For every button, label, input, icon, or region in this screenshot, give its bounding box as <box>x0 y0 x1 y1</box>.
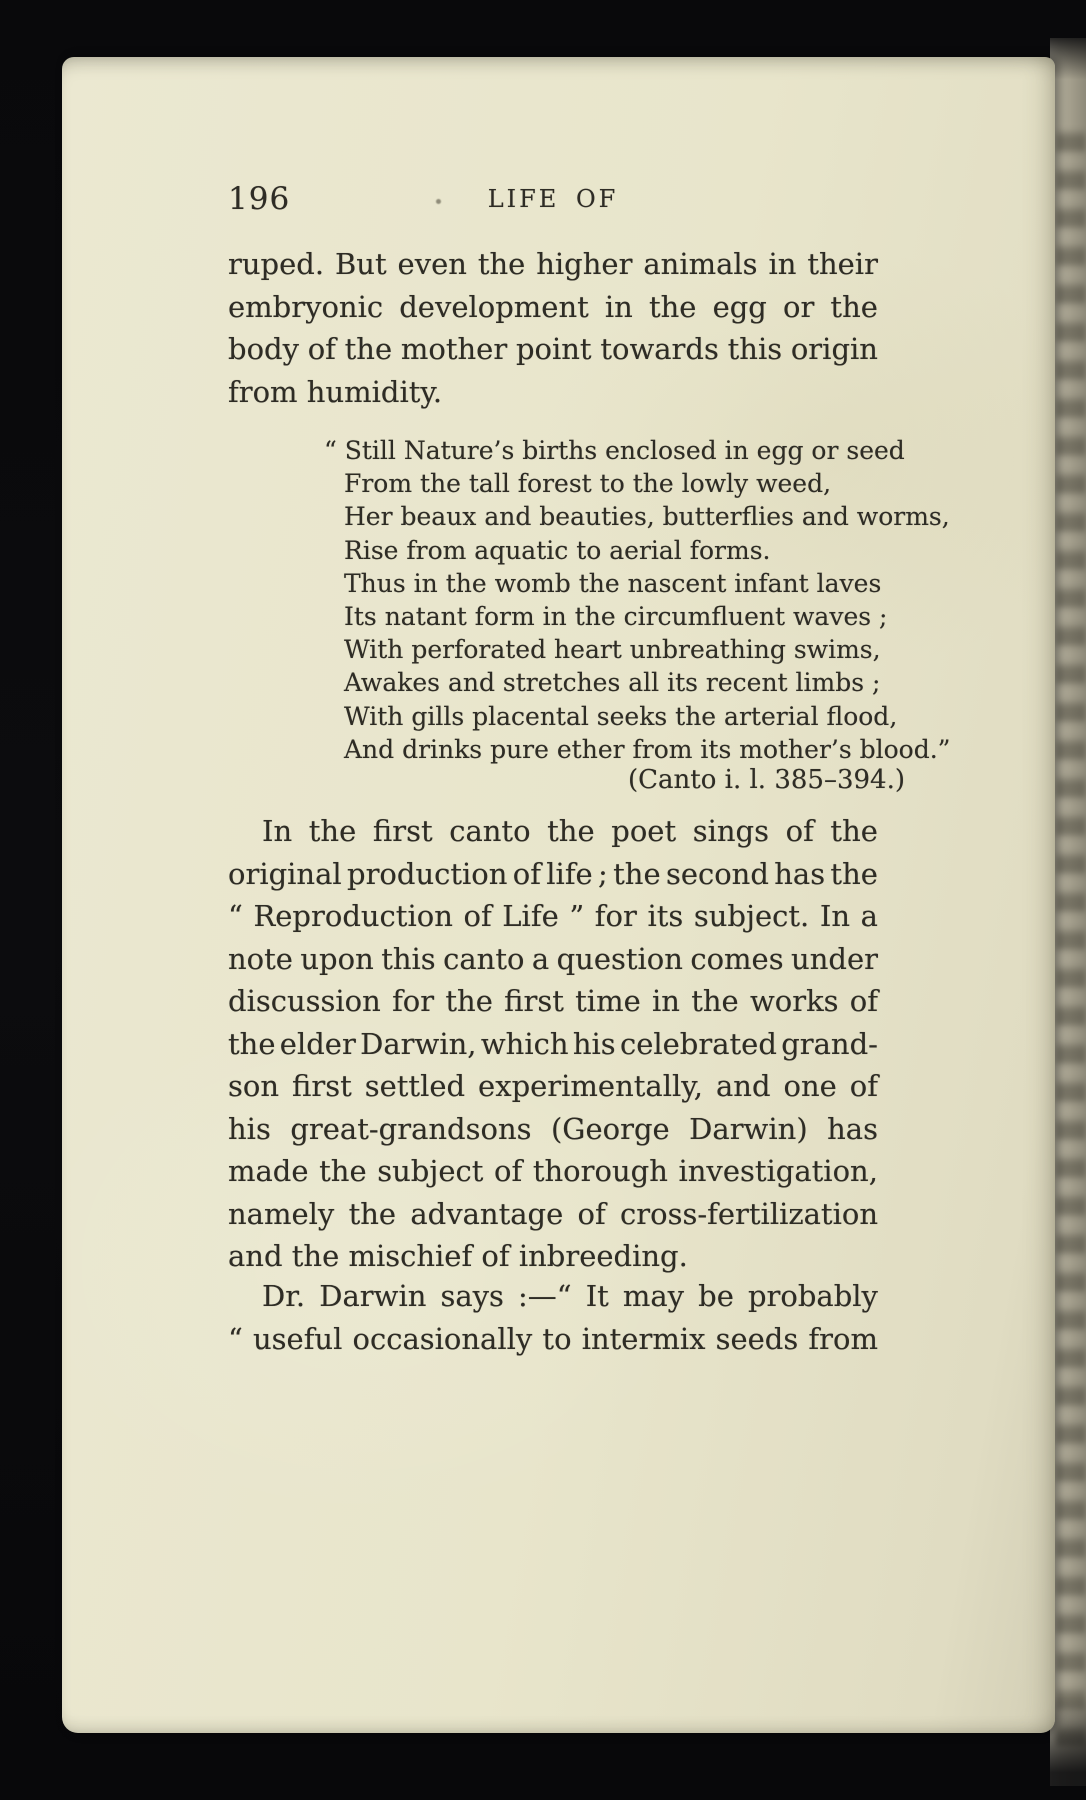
text-line: original production of life ; the second has the <box>228 856 878 891</box>
text-line: Its natant form in the circumfluent waves ; <box>344 601 888 631</box>
poem-citation: (Canto i. l. 385–394.) <box>628 765 905 795</box>
text-line: ruped. But even the higher animals in their <box>228 247 878 281</box>
poem-quote <box>324 434 951 766</box>
adjacent-page-text-ghost <box>1056 128 1086 1746</box>
running-header-title: LIFE OF <box>487 185 619 213</box>
text-line: discussion for the first time in the works of <box>228 984 878 1018</box>
book-page <box>62 57 1055 1733</box>
text-line: “ useful occasionally to intermix seeds from <box>228 1321 878 1356</box>
book-fore-edge <box>1050 38 1086 1786</box>
text-line: the elder Darwin, which his celebrated grand- <box>228 1026 878 1061</box>
paragraph-3 <box>228 1275 878 1360</box>
text-line: And drinks pure ether from its mother’s blood.” <box>344 734 951 764</box>
text-line: Dr. Darwin says :—“ It may be probably <box>262 1279 878 1313</box>
text-column <box>228 57 951 1733</box>
text-line: With gills placental seeks the arterial flood, <box>344 701 898 731</box>
paragraph-1 <box>228 243 878 413</box>
fore-edge-bottom-shadow <box>1050 1696 1086 1786</box>
text-line: Thus in the womb the nascent infant laves <box>344 568 882 598</box>
page-number: 196 <box>228 181 291 217</box>
text-line: “ Still Nature’s births enclosed in egg or seed <box>324 436 905 465</box>
text-line: Awakes and stretches all its recent limbs ; <box>344 668 881 698</box>
text-line: body of the mother point towards this origin <box>228 332 878 366</box>
text-line: From the tall forest to the lowly weed, <box>344 469 832 499</box>
text-line: made the subject of thorough investigation, <box>228 1154 878 1188</box>
text-line: With perforated heart unbreathing swims, <box>344 635 881 665</box>
text-line: son first settled experimentally, and one of <box>228 1069 878 1103</box>
text-line: Rise from aquatic to aerial forms. <box>344 535 771 565</box>
text-line: his great-grandsons (George Darwin) has <box>228 1111 878 1146</box>
text-line: embryonic development in the egg or the <box>228 289 878 324</box>
text-line: In the first canto the poet sings of the <box>262 814 878 848</box>
text-line: and the mischief of inbreeding. <box>228 1239 688 1273</box>
text-line: note upon this canto a question comes under <box>228 941 878 976</box>
text-line: from humidity. <box>228 374 443 409</box>
fore-edge-top-shadow <box>1050 38 1086 84</box>
text-line: namely the advantage of cross-fertilization <box>228 1196 878 1231</box>
text-line: “ Reproduction of Life ” for its subject. In a <box>228 899 878 933</box>
paragraph-2 <box>228 810 878 1278</box>
text-line: Her beaux and beauties, butterflies and worms, <box>344 502 950 532</box>
running-header <box>228 181 878 223</box>
